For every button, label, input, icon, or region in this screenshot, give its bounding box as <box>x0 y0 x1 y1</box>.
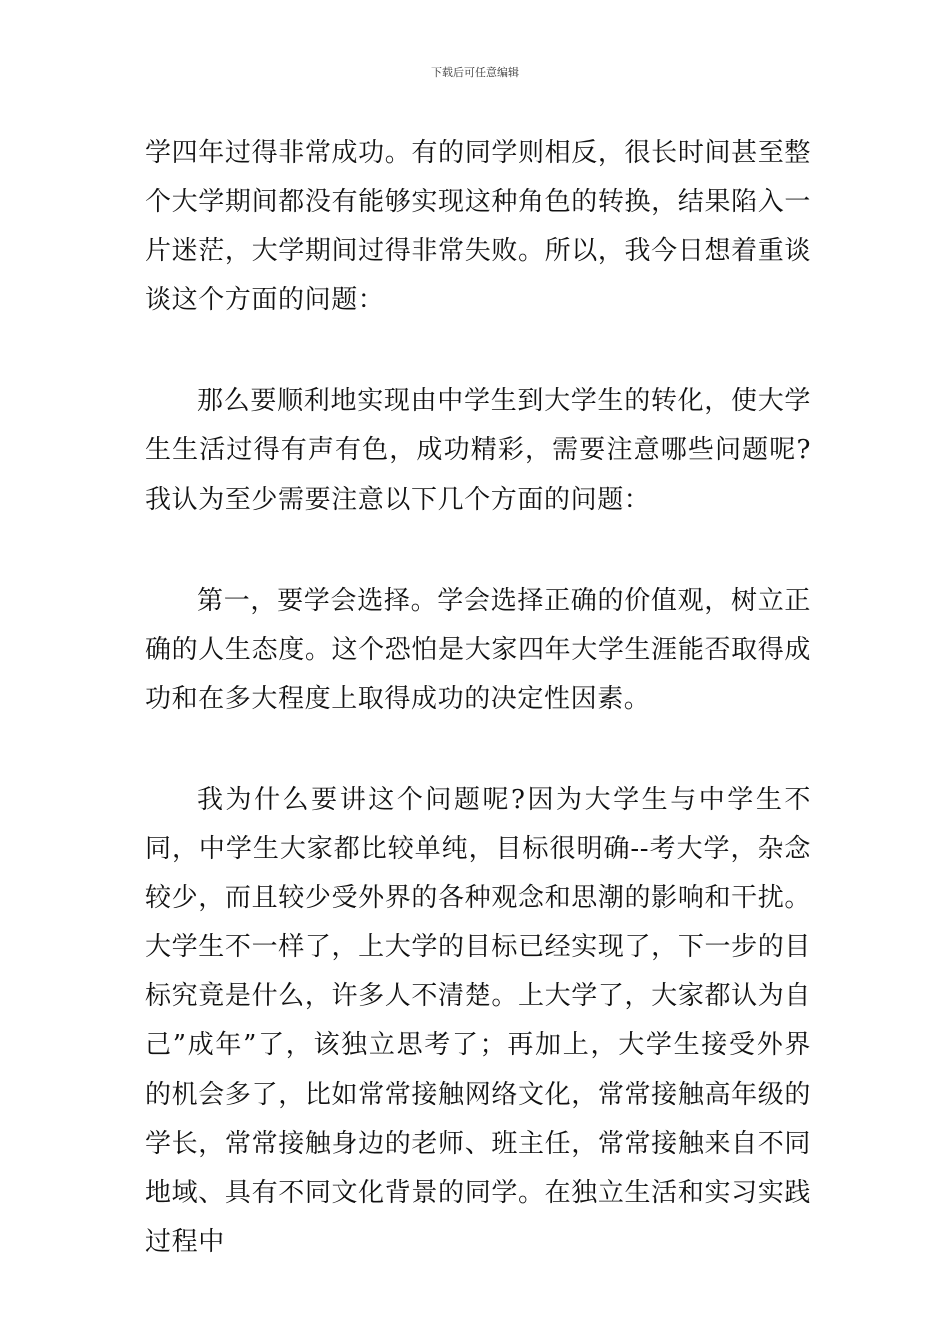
paragraph-1: 学四年过得非常成功。有的同学则相反，很长时间甚至整个大学期间都没有能够实现这种角色的转换，结果陷入一片迷茫，大学期间过得非常失败。所以，我今日想着重谈谈这个方面的问题： <box>145 138 811 316</box>
paragraph-gap <box>145 724 811 776</box>
paragraph-3: 第一，要学会选择。学会选择正确的价值观，树立正确的人生态度。这个恐怕是大家四年大学生涯能否取得成功和在多大程度上取得成功的决定性因素。 <box>145 585 811 714</box>
paragraph-4: 我为什么要讲这个问题呢?因为大学生与中学生不同，中学生大家都比较单纯，目标很明确--考大学，杂念较少，而且较少受外界的各种观念和思潮的影响和干扰。大学生不一样了，上大学的目标已经实现了，下一步的目标究竟是什么，许多人不清楚。上大学了，大家都认为自己”成年”了，该独立思考了；再加上，大学生接受外界的机会多了，比如常常接触网络文化，常常接触高年级的学长，常常接触身边的老师、班主任，常常接触来自不同地域、具有不同文化背景的同学。在独立生活和实习实践过程中 <box>145 784 811 1257</box>
paragraph-gap <box>145 325 811 377</box>
document-body <box>145 129 811 1267</box>
paragraph-gap <box>145 525 811 577</box>
page-header: 下载后可任意编辑 <box>431 66 519 79</box>
paragraph-2: 那么要顺利地实现由中学生到大学生的转化，使大学生生活过得有声有色，成功精彩，需要注意哪些问题呢?我认为至少需要注意以下几个方面的问题： <box>145 386 811 515</box>
